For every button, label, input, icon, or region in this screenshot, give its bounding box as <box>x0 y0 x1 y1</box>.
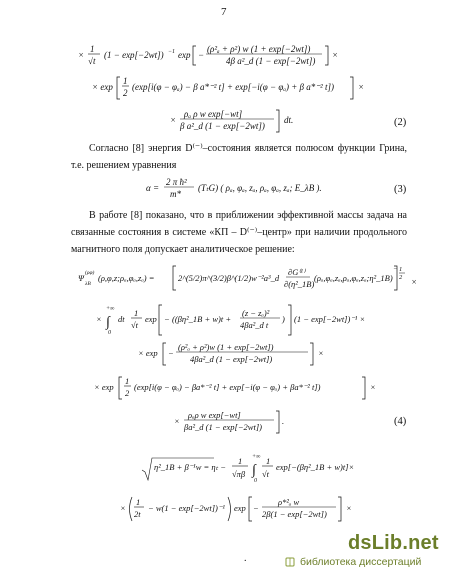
svg-text:(1 − exp[−2wt])⁻¹ ×: (1 − exp[−2wt])⁻¹ × <box>294 314 366 324</box>
svg-text:(ρ,φ,z;ρₐ,φₐ,zₐ) =: (ρ,φ,z;ρₐ,φₐ,zₐ) = <box>98 273 155 283</box>
paragraph-text: В работе [8] показано, что в приближении эффективной массы задача на связанные состояния в системе «КП – D⁽⁻⁾–центр» при наличии продольного магнитного поля допускает аналитическое решение: <box>71 210 407 255</box>
svg-text:exp[−(βη²_1B + w)t]×: exp[−(βη²_1B + w)t]× <box>276 462 355 472</box>
svg-text:α =: α = <box>146 183 160 193</box>
svg-text:1: 1 <box>136 497 141 507</box>
svg-text:η²_1B + β⁻¹w = ηₜ −: η²_1B + β⁻¹w = ηₜ − <box>154 462 226 472</box>
svg-text:(ρ²ₐ + ρ²)w (1 + exp[−2wt]): (ρ²ₐ + ρ²)w (1 + exp[−2wt]) <box>178 342 274 352</box>
paragraph-text: Согласно [8] энергия D⁽⁻⁾–состояния является полюсом функции Грина, т.е. решением уравнения <box>71 143 407 171</box>
equation-graphic <box>393 265 429 291</box>
svg-text:×: × <box>411 277 418 287</box>
watermark-logo-suffix: .net <box>402 532 439 554</box>
svg-text:+∞: +∞ <box>252 454 261 460</box>
equation-number: (4) <box>394 416 407 427</box>
svg-text:−: − <box>253 503 259 513</box>
svg-text:1: 1 <box>238 456 243 466</box>
equation-line <box>76 43 376 72</box>
equation-line <box>94 375 384 404</box>
watermark-logo <box>348 532 439 555</box>
equation-line <box>138 341 368 370</box>
equation-graphic <box>142 450 362 486</box>
svg-text:ρₐ ρ w exp[−wt]: ρₐ ρ w exp[−wt] <box>184 109 243 119</box>
equation-line <box>393 265 429 294</box>
svg-text:×: × <box>358 82 365 92</box>
svg-text:((βη²_1B + w)t +: ((βη²_1B + w)t + <box>172 314 232 324</box>
svg-text:4βa²_d t: 4βa²_d t <box>240 320 269 330</box>
svg-text:βa²_d (1 − exp[−2wt]): βa²_d (1 − exp[−2wt]) <box>184 422 262 432</box>
svg-text:×: × <box>174 416 180 426</box>
svg-text:2β(1 − exp[−2wt]): 2β(1 − exp[−2wt]) <box>262 509 327 519</box>
svg-text:exp: exp <box>178 50 191 60</box>
paragraph <box>71 207 407 258</box>
equation-graphic <box>76 43 376 69</box>
svg-text:√t: √t <box>88 56 96 66</box>
svg-text:−: − <box>198 50 205 60</box>
equation-graphic <box>94 375 384 401</box>
svg-text:−: − <box>393 266 398 273</box>
svg-text:1: 1 <box>123 76 128 86</box>
equation-line <box>120 495 360 526</box>
svg-text:2 π ħ²: 2 π ħ² <box>166 177 187 187</box>
book-icon <box>285 557 295 567</box>
svg-text:.: . <box>282 416 285 426</box>
svg-text:×: × <box>332 50 339 60</box>
equation-graphic <box>120 495 360 523</box>
svg-text:∂G⁽¹⁾: ∂G⁽¹⁾ <box>288 267 306 277</box>
svg-text:√t: √t <box>131 320 139 330</box>
equation-graphic <box>96 302 406 338</box>
svg-text:×: × <box>370 382 376 392</box>
svg-text:ρ*²ₐ w: ρ*²ₐ w <box>278 497 300 507</box>
svg-text:×: × <box>346 503 352 513</box>
svg-text:1: 1 <box>266 456 271 466</box>
svg-text:): ) <box>282 314 285 324</box>
svg-text:∫: ∫ <box>252 463 256 478</box>
svg-text:(exp[i(φ − φₐ) − βa*⁻² t] + ex: (exp[i(φ − φₐ) − βa*⁻² t] + exp[−i(φ − φₐ) + βa*⁻² t]) <box>134 382 321 392</box>
svg-text:1: 1 <box>399 266 403 273</box>
equation-line <box>170 108 320 137</box>
svg-text:(1 − exp[−2wt]): (1 − exp[−2wt]) <box>104 50 164 60</box>
svg-text:2^(5/2)π^(3/2)β^(1/2)w⁻²a³_d: 2^(5/2)π^(3/2)β^(1/2)w⁻²a³_d <box>178 273 280 283</box>
svg-text:1: 1 <box>134 308 139 318</box>
svg-text:×: × <box>96 314 102 324</box>
equation-line <box>174 409 304 438</box>
watermark-caption: библиотека диссертаций <box>300 556 422 568</box>
svg-text:(ρφ): (ρφ) <box>85 270 95 276</box>
svg-text:√πβ: √πβ <box>232 469 246 479</box>
svg-text:2t: 2t <box>134 509 141 519</box>
svg-text:exp: exp <box>145 314 157 324</box>
separator: . <box>244 553 247 564</box>
svg-text:× exp: × exp <box>94 382 114 392</box>
svg-text:×: × <box>170 115 177 125</box>
page-number: 7 <box>221 6 227 18</box>
svg-text:1: 1 <box>90 44 95 54</box>
equation-number: (3) <box>394 184 407 195</box>
equation-line <box>96 302 406 341</box>
svg-text:−1: −1 <box>168 49 176 55</box>
equation-line <box>146 176 366 205</box>
svg-text:0: 0 <box>108 330 111 336</box>
svg-text:×: × <box>120 503 126 513</box>
svg-text:− w(1 − exp[−2wt])⁻¹: − w(1 − exp[−2wt])⁻¹ <box>148 503 225 513</box>
svg-text:4βa²_d (1 − exp[−2wt]): 4βa²_d (1 − exp[−2wt]) <box>190 354 273 364</box>
svg-text:exp: exp <box>234 503 246 513</box>
svg-text:(z − zₐ)²: (z − zₐ)² <box>242 308 270 318</box>
svg-text:×: × <box>78 50 85 60</box>
svg-text:× exp: × exp <box>92 82 113 92</box>
svg-text:Ψ: Ψ <box>78 273 84 283</box>
svg-text:β a²_d (1 − exp[−2wt]): β a²_d (1 − exp[−2wt]) <box>180 121 265 131</box>
svg-text:−: − <box>164 314 170 324</box>
equation-graphic <box>92 75 372 101</box>
svg-text:2: 2 <box>125 388 130 398</box>
svg-text:∫: ∫ <box>106 315 110 330</box>
svg-text:dt: dt <box>118 314 125 324</box>
svg-text:× exp: × exp <box>138 348 158 358</box>
svg-text:2: 2 <box>399 274 403 281</box>
svg-text:(ρ²ₐ + ρ²) w (1 + exp[−2wt]): (ρ²ₐ + ρ²) w (1 + exp[−2wt]) <box>207 44 311 54</box>
svg-text:(TₜG) ( ρₐ, φₐ, zₐ, ρₐ, φ: (TₜG) ( ρₐ, φₐ, zₐ, ρₐ, φₐ, zₐ; E_λB ). <box>198 183 322 193</box>
equation-line <box>92 75 372 104</box>
equation-line <box>78 263 398 296</box>
equation-number: (2) <box>394 117 407 128</box>
equation-graphic <box>146 176 366 202</box>
svg-text:+∞: +∞ <box>106 306 115 312</box>
equation-graphic <box>174 409 304 435</box>
equation-graphic <box>78 263 398 293</box>
watermark-logo-main: dsLib <box>348 532 403 554</box>
svg-text:1: 1 <box>125 376 130 386</box>
paragraph <box>71 140 407 174</box>
svg-text:dt.: dt. <box>284 115 294 125</box>
svg-text:(exp[i(φ − φₐ) − β a*⁻² t] + e: (exp[i(φ − φₐ) − β a*⁻² t] + exp[−i(φ − φₐ) + β a*⁻² t]) <box>132 82 334 92</box>
svg-text:m*: m* <box>170 189 181 199</box>
svg-text:∂(η²_1B): ∂(η²_1B) <box>284 279 315 289</box>
svg-text:4β a²_d (1 − exp[−2wt]): 4β a²_d (1 − exp[−2wt]) <box>226 56 316 66</box>
equation-graphic <box>138 341 368 367</box>
svg-text:2: 2 <box>123 88 128 98</box>
equation-line <box>142 450 362 489</box>
equation-graphic <box>170 108 320 134</box>
svg-text:√t: √t <box>262 469 270 479</box>
svg-text:ρₐρ w exp[−wt]: ρₐρ w exp[−wt] <box>188 410 241 420</box>
svg-text:(ρₐ,φₐ,zₐ,ρₐ,φₐ,zₐ;η²_1B): (ρₐ,φₐ,zₐ,ρₐ,φₐ,zₐ;η²_1B) <box>314 273 393 283</box>
svg-text:×: × <box>318 348 324 358</box>
svg-text:0: 0 <box>254 478 257 484</box>
svg-text:−: − <box>168 348 174 358</box>
svg-text:λB: λB <box>85 281 91 287</box>
